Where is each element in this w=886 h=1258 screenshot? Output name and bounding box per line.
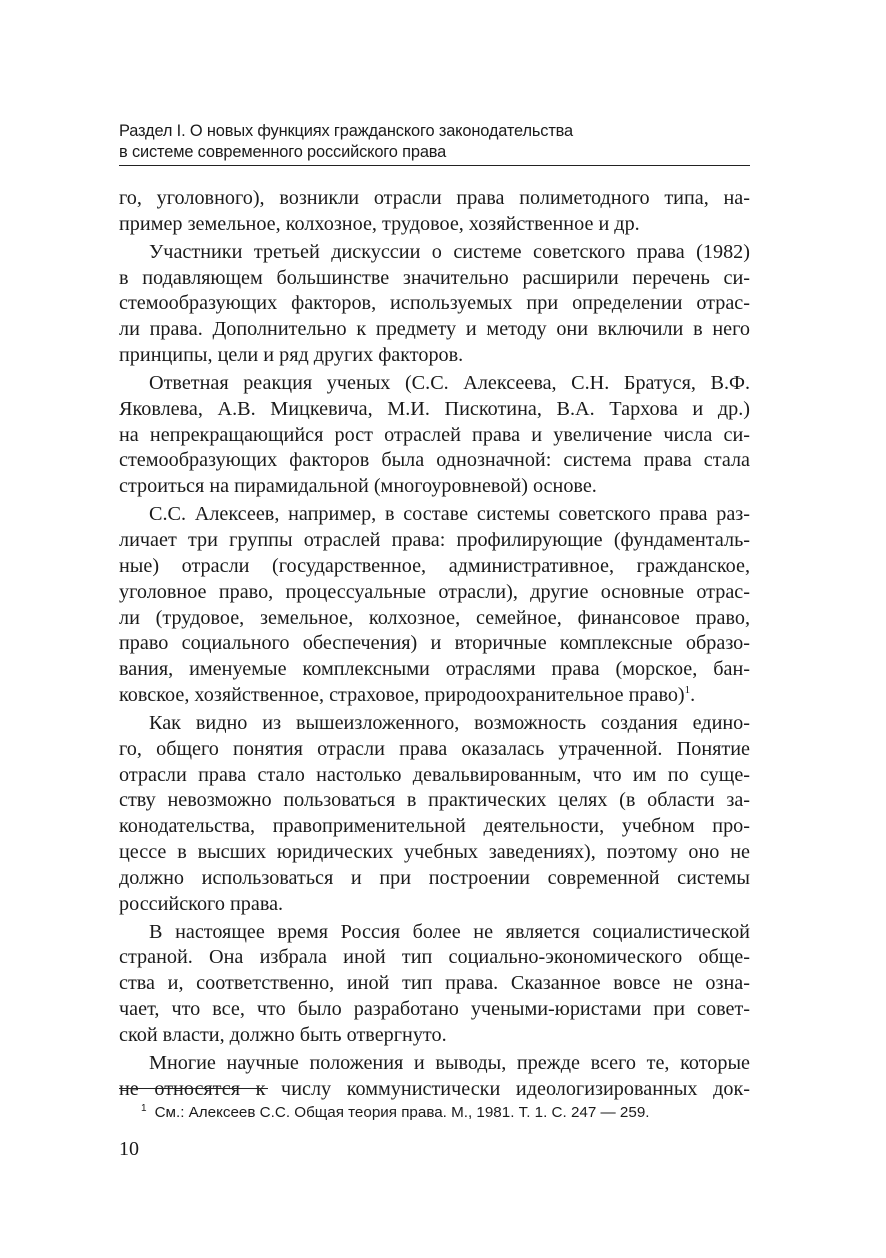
footnote-mark: 1 <box>141 1103 147 1114</box>
text-line: в подавляющем большинстве значительно расширили перечень си- <box>119 266 750 289</box>
text-line: Ответная реакция ученых (С.С. Алексеева, С.Н. Братуся, В.Ф. <box>149 371 750 394</box>
running-head <box>119 121 750 163</box>
text-line: ковское, хозяйственное, страховое, природоохранительное право)$^1$. <box>119 684 696 707</box>
text-line: стемообразующих факторов была однозначной: система права стала <box>119 449 750 472</box>
text-line: должно использоваться и при построении современной системы <box>119 866 750 889</box>
text-line: С.С. Алексеев, например, в составе системы советского права раз- <box>149 503 750 526</box>
text-line: право социального обеспечения) и вторичные комплексные образо- <box>119 632 750 655</box>
text-line: строиться на пирамидальной (многоуровневой) основе. <box>119 475 597 498</box>
text-line: ные) отрасли (государственное, административное, гражданское, <box>119 554 750 577</box>
paragraph <box>119 920 750 1049</box>
text-line: В настоящее время Россия более не является социалистической <box>149 920 750 943</box>
text-line: отрасли права стало настолько девальвированным, что им по суще- <box>119 763 750 786</box>
text-line: ской власти, должно быть отвергнуто. <box>119 1024 447 1046</box>
text-line: цессе в высших юридических учебных заведениях), поэтому оно не <box>119 841 750 864</box>
text-line: Как видно из вышеизложенного, возможность создания едино- <box>149 711 750 734</box>
page-number: 10 <box>119 1138 139 1160</box>
footnote-ref: 1 <box>684 684 691 697</box>
text-line: принципы, цели и ряд других факторов. <box>119 344 464 367</box>
text-line: Многие научные положения и выводы, прежде всего те, которые <box>149 1051 750 1074</box>
text-line: стемообразующих факторов, используемых при определении отрас- <box>119 292 750 315</box>
text-line: личает три группы отраслей права: профилирующие (фундаменталь- <box>119 528 750 551</box>
text-line: страной. Она избрала иной тип социально-экономического обще- <box>119 946 750 969</box>
text-line: чает, что все, что было разработано учеными-юристами при совет- <box>119 998 750 1021</box>
text-line: ли (трудовое, земельное, колхозное, семейное, финансовое право, <box>119 606 750 629</box>
text-line: не относятся к числу коммунистически идеологизированных док- <box>119 1077 750 1100</box>
text-line: уголовное право, процессуальные отрасли), другие основные отрас- <box>119 580 750 603</box>
paragraph <box>119 1051 750 1103</box>
text-line: российского права. <box>119 892 284 915</box>
text-line: Участники третьей дискуссии о системе советского права (1982) <box>149 240 750 263</box>
paragraph <box>119 186 750 238</box>
paragraph <box>119 240 750 369</box>
running-head-line-2: в системе современного российского права <box>119 143 447 161</box>
text-line: ли права. Дополнительно к предмету и методу они включили в него <box>119 318 750 341</box>
footnote <box>141 1099 650 1123</box>
text-line: пример земельное, колхозное, трудовое, хозяйственное и др. <box>119 212 640 235</box>
header-rule <box>119 165 750 166</box>
text-line: го, уголовного), возникли отрасли права полиметодного типа, на- <box>119 187 750 209</box>
text-line: на непрекращающийся рост отраслей права и увеличение числа си- <box>119 423 750 446</box>
running-head-line-1: Раздел I. О новых функциях гражданского законодательства <box>119 122 574 140</box>
footnote-rule <box>119 1088 268 1089</box>
paragraph <box>119 371 750 500</box>
footnote-text: См.: Алексеев С.С. Общая теория права. М., 1981. Т. 1. С. 247 — 259. <box>154 1104 650 1121</box>
paragraph <box>119 711 750 918</box>
paragraph <box>119 502 750 709</box>
text-line: Яковлева, А.В. Мицкевича, М.И. Пискотина, В.А. Тархова и др.) <box>119 397 750 420</box>
text-line: вания, именуемые комплексными отраслями права (морское, бан- <box>119 658 750 681</box>
text-line: ству невозможно пользоваться в практических целях (в области за- <box>119 789 750 812</box>
text-line: го, общего понятия отрасли права оказалась утраченной. Понятие <box>119 737 750 760</box>
body-text <box>119 186 750 1103</box>
text-line: ства и, соответственно, иной тип права. Сказанное вовсе не озна- <box>119 972 750 995</box>
text-line: конодательства, правоприменительной деятельности, учебном про- <box>119 815 750 838</box>
